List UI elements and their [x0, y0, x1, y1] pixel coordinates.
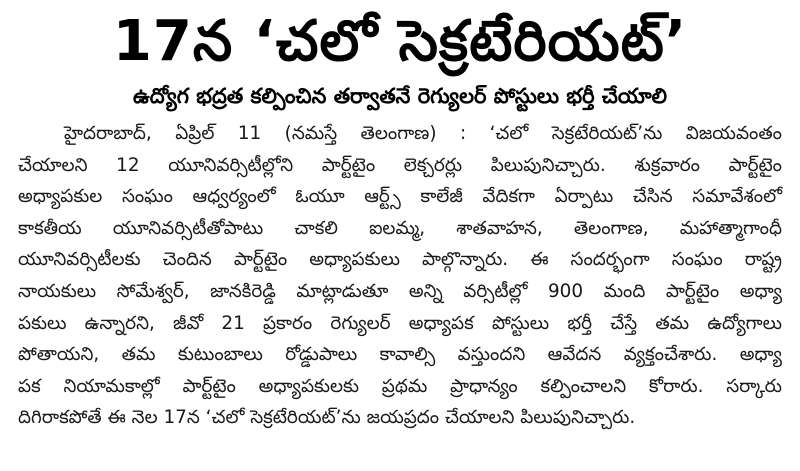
- body-line: పక నియామకాల్లో పార్ట్‌టైం అధ్యాపకులకు ప్రథమ ప్రాధాన్యం కల్పించాలని కోరారు. సర్కారు: [18, 375, 782, 397]
- body-line: హైదరాబాద్, ఏప్రిల్ 11 (నమస్తే తెలంగాణ) : ‘చలో సెక్రటేరియట్’ను విజయవంతం: [64, 123, 782, 144]
- body-line: కాకతీయ యూనివర్సిటీతోపాటు చాకలి ఐలమ్మ, శాతవాహన, తెలంగాణ, మహాత్మాగాంధీ: [18, 217, 782, 239]
- body-line: అధ్యాపకుల సంఘం ఆధ్వర్యంలో ఓయూ ఆర్ట్స్ కాలేజీ వేదికగా ఏర్పాటు చేసిన సమావేశంలో: [18, 186, 782, 208]
- body-line: పకులు ఉన్నారని, జీవో 21 ప్రకారం రెగ్యులర్ అధ్యాపక పోస్టులు భర్తీ చేస్తే తమ ఉద్యోగాలు: [18, 312, 782, 334]
- body-line: పోతాయని, తమ కుటుంబాలు రోడ్డుపాలు కావాల్సి వస్తుందని ఆవేదన వ్యక్తంచేశారు. అధ్యా: [18, 344, 782, 366]
- article-body: [18, 118, 782, 434]
- body-line: చేయాలని 12 యూనివర్సిటీల్లోని పార్ట్‌టైం లెక్చరర్లు పిలుపునిచ్చారు. శుక్రవారం పార్ట్‌టైం: [18, 154, 782, 176]
- headline: 17న ‘చలో సెక్రటేరియట్’: [112, 9, 688, 74]
- body-line: దిగిరాకపోతే ఈ నెల 17న ‘చలో సెక్రటేరియట్’ను జయప్రదం చేయాలని పిలుపునిచ్చారు.: [18, 407, 636, 429]
- subheadline: ఉద్యోగ భద్రత కల్పించిన తర్వాతనే రెగ్యులర్ పోస్టులు భర్తీ చేయాలి: [133, 84, 667, 108]
- body-line: యూనివర్సిటీలకు చెందిన పార్ట్‌టైం అధ్యాపకులు పాల్గొన్నారు. ఈ సందర్భంగా సంఘం రాష్ట్ర: [18, 249, 782, 271]
- body-line: నాయకులు సోమేశ్వర్, జానకిరెడ్డి మాట్లాడుతూ అన్ని వర్సిటీల్లో 900 మంది పార్ట్‌టైం అధ్యా: [18, 280, 782, 302]
